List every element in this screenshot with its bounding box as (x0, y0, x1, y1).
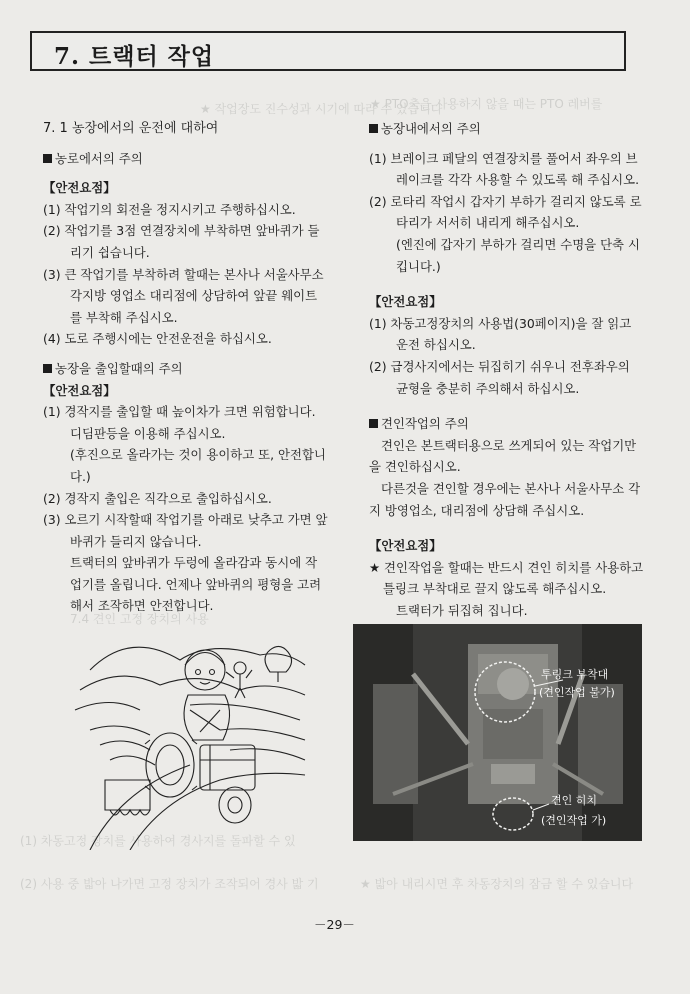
list-item: (3) 오르기 시작할때 작업기를 아래로 낮추고 가면 앞바퀴가 들리지 않습니다. (43, 512, 328, 549)
safety-points-label: 【안전요점】 (369, 538, 442, 554)
star-note: ★ 견인작업을 할때는 반드시 견인 히치를 사용하고 틀링크 부착대로 끌지 않도록 해주십시오. (369, 559, 644, 597)
safety-points-label: 【안전요점】 (43, 382, 116, 398)
paragraph: 다른것을 견인할 경우에는 본사나 서울사무소 각지 방영업소, 대리점에 상담해 주십시오. (369, 480, 641, 518)
list-item: (3) 큰 작업기를 부착하려 할때는 본사나 서울사무소 각지방 영업소 대리점에 상담하여 앞끝 웨이트를 부착해 주십시오. (43, 266, 324, 325)
subheading-road: 농로에서의 주의 (43, 148, 328, 170)
tractor-illustration (70, 610, 310, 850)
safety-points-label: 【안전요점】 (43, 180, 116, 196)
subheading-farm: 농장내에서의 주의 (369, 118, 645, 140)
right-column (369, 118, 645, 621)
hitch-photo-drawing (353, 624, 642, 841)
star-note-continued: 트랙터가 뒤집혀 집니다. (396, 602, 528, 618)
hitch-photo (353, 624, 642, 841)
photo-label-hitch: 견인 히치 (551, 794, 598, 807)
subheading-entry: 농장을 출입할때의 주의 (43, 358, 328, 380)
bleed-through-text: ★ PTO축을 사용하지 않을 때는 PTO 레버를 (370, 97, 603, 111)
chapter-title-box (30, 31, 626, 71)
page-number: －29－ (314, 917, 355, 932)
list-item: (4) 도로 주행시에는 안전운전을 하십시오. (43, 331, 272, 347)
bleed-through-text: 7.4 견인 고정 장치의 사용 (70, 612, 209, 626)
list-item: (1) 경작지를 출입할 때 높이차가 크면 위험합니다. 디딤판등을 이용해 주십시오. (43, 404, 316, 441)
bleed-through-text: (1) 차동고정 장치를 사용하여 경사지를 돌파할 수 있 (20, 834, 296, 848)
bleed-through-text: ★ 밟아 내리시면 후 차동장치의 잠금 할 수 있습니다 (360, 877, 634, 891)
bleed-through-text: (2) 사용 중 밟아 나가면 고정 장치가 조작되어 경사 밟 기 (20, 877, 319, 891)
list-note: 트랙터의 앞바퀴가 두렁에 올라감과 동시에 작업기를 올립니다. 언제나 앞바퀴의 평형을 고려해서 조작하면 안전합니다. (70, 555, 322, 614)
square-bullet-icon (369, 124, 378, 133)
photo-label-link-mount: 투링크 부착대 (541, 668, 609, 681)
safety-points-label: 【안전요점】 (369, 294, 442, 310)
photo-label-link-mount-note: (견인작업 불가) (539, 686, 615, 699)
square-bullet-icon (369, 419, 378, 428)
paragraph: 견인은 본트랙터용으로 쓰게되어 있는 작업기만을 견인하십시오. (369, 437, 637, 475)
photo-label-hitch-note: (견인작업 가) (541, 814, 607, 827)
list-item: (1) 브레이크 페달의 연결장치를 풀어서 좌우의 브레이크를 각각 사용할 수 있도록 해 주십시오. (369, 150, 640, 188)
bleed-through-text: ★ 작업장도 진수성과 시기에 따라 수 있습니다 (200, 102, 443, 116)
list-item: (1) 차동고정장치의 사용법(30페이지)을 잘 읽고 운전 하십시오. (369, 315, 632, 353)
list-item: (2) 급경사지에서는 뒤집히기 쉬우니 전후좌우의 균형을 충분히 주의해서 하십시오. (369, 358, 630, 396)
list-note: (후진으로 올라가는 것이 용이하고 또, 안전합니다.) (70, 447, 326, 484)
chapter-title: 7. 트랙터 작업 (54, 43, 215, 70)
subheading-tow: 견인작업의 주의 (369, 413, 645, 435)
list-item: (2) 작업기를 3점 연결장치에 부착하면 앞바퀴가 들리기 쉽습니다. (43, 223, 320, 260)
square-bullet-icon (43, 154, 52, 163)
square-bullet-icon (43, 364, 52, 373)
left-column (43, 118, 328, 617)
list-note: (엔진에 갑자기 부하가 걸리면 수명을 단축 시킵니다.) (396, 236, 640, 274)
section-heading: 7. 1 농장에서의 운전에 대하여 (43, 121, 219, 136)
list-item: (2) 경작지 출입은 직각으로 출입하십시오. (43, 490, 272, 506)
list-item: (2) 로타리 작업시 갑자기 부하가 걸리지 않도록 로타리가 서서히 내리게 해주십시오. (369, 193, 642, 231)
list-item: (1) 작업기의 회전을 정지시키고 주행하십시오. (43, 201, 296, 217)
